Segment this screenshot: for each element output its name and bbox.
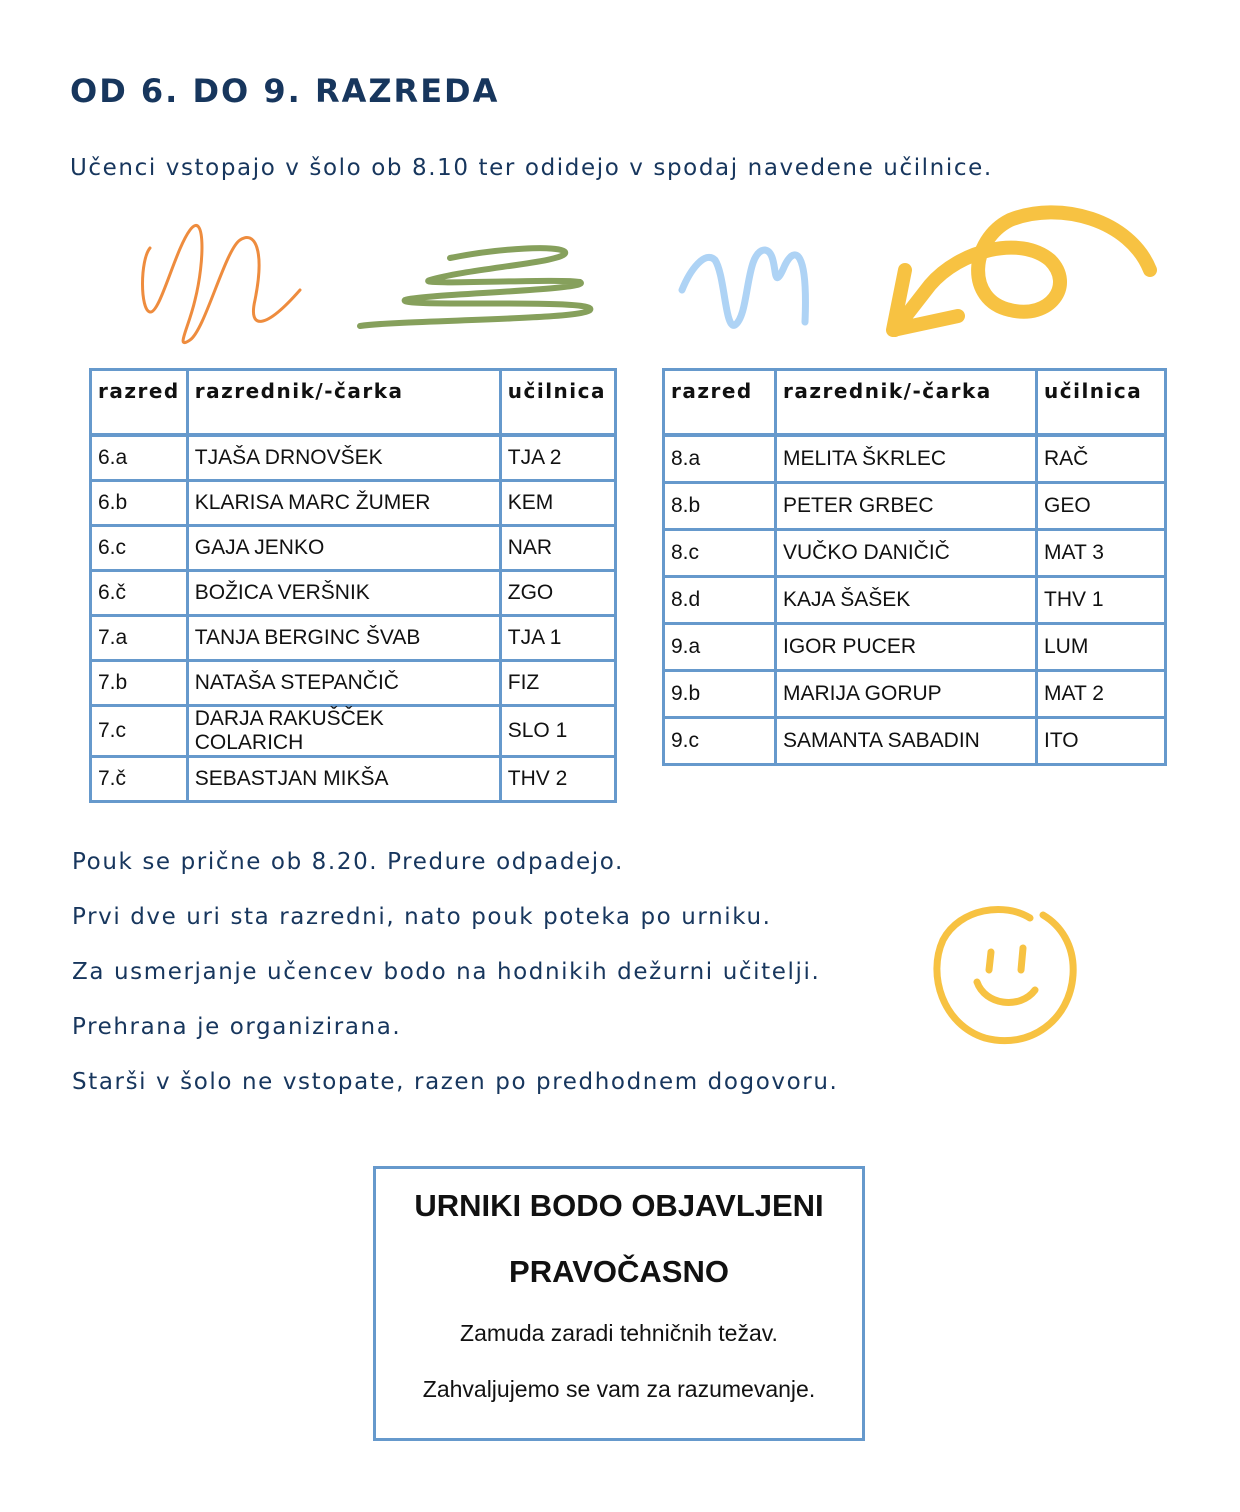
cell-class: 9.b <box>664 671 776 718</box>
note-item: Starši v šolo ne vstopate, razen po predhodnem dogovoru. <box>72 1069 839 1095</box>
cell-teacher: IGOR PUCER <box>776 624 1037 671</box>
cell-class: 6.c <box>91 526 188 571</box>
note-item: Pouk se prične ob 8.20. Predure odpadejo. <box>72 849 624 875</box>
cell-teacher: VUČKO DANIČIČ <box>776 530 1037 577</box>
table-row <box>91 616 616 661</box>
cell-class: 8.c <box>664 530 776 577</box>
notice-line-thanks: Zahvaljujemo se vam za razumevanje. <box>422 1376 816 1402</box>
notes-list <box>72 845 838 1120</box>
intro-text: Učenci vstopajo v šolo ob 8.10 ter odidejo v spodaj navedene učilnice. <box>70 155 993 181</box>
cell-room: TJA 1 <box>500 616 615 661</box>
cell-class: 6.a <box>91 435 188 481</box>
green-scribble-doodle <box>360 248 590 326</box>
cell-class: 6.č <box>91 571 188 616</box>
table-row <box>664 671 1166 718</box>
header-room: učilnica <box>500 370 615 436</box>
cell-room: GEO <box>1037 483 1166 530</box>
cell-class: 9.c <box>664 718 776 765</box>
cell-class: 7.b <box>91 661 188 706</box>
blue-wave-doodle <box>682 250 805 325</box>
table-row <box>91 757 616 802</box>
header-room: učilnica <box>1037 370 1166 436</box>
notice-title: URNIKI BODO OBJAVLJENI PRAVOČASNO <box>414 1188 824 1289</box>
cell-teacher: TJAŠA DRNOVŠEK <box>187 435 500 481</box>
cell-teacher: KAJA ŠAŠEK <box>776 577 1037 624</box>
classes-table-left <box>89 368 617 803</box>
table-row <box>664 483 1166 530</box>
cell-room: FIZ <box>500 661 615 706</box>
note-item: Za usmerjanje učencev bodo na hodnikih dežurni učitelji. <box>72 959 821 985</box>
cell-teacher: BOŽICA VERŠNIK <box>187 571 500 616</box>
cell-room: ITO <box>1037 718 1166 765</box>
cell-room: KEM <box>500 481 615 526</box>
cell-room: SLO 1 <box>500 706 615 757</box>
header-teacher: razrednik/-čarka <box>187 370 500 436</box>
cell-teacher: NATAŠA STEPANČIČ <box>187 661 500 706</box>
cell-room: RAČ <box>1037 435 1166 483</box>
table-row <box>91 435 616 481</box>
note-item: Prehrana je organizirana. <box>72 1014 402 1040</box>
cell-class: 9.a <box>664 624 776 671</box>
table-row <box>91 526 616 571</box>
notice-line-delay: Zamuda zaradi tehničnih težav. <box>460 1320 778 1346</box>
table-row <box>664 435 1166 483</box>
cell-class: 7.č <box>91 757 188 802</box>
note-item: Prvi dve uri sta razredni, nato pouk poteka po urniku. <box>72 904 772 930</box>
cell-teacher: TANJA BERGINC ŠVAB <box>187 616 500 661</box>
cell-teacher: PETER GRBEC <box>776 483 1037 530</box>
table-header-row <box>91 370 616 436</box>
smiley-face-icon <box>925 900 1080 1050</box>
orange-squiggle-doodle <box>143 225 301 342</box>
table-row <box>91 706 616 757</box>
cell-teacher: MELITA ŠKRLEC <box>776 435 1037 483</box>
header-class: razred <box>91 370 188 436</box>
cell-room: MAT 2 <box>1037 671 1166 718</box>
cell-class: 7.a <box>91 616 188 661</box>
table-row <box>91 571 616 616</box>
header-class: razred <box>664 370 776 436</box>
cell-class: 7.c <box>91 706 188 757</box>
cell-room: TJA 2 <box>500 435 615 481</box>
cell-class: 8.a <box>664 435 776 483</box>
header-teacher: razrednik/-čarka <box>776 370 1037 436</box>
cell-teacher: SAMANTA SABADIN <box>776 718 1037 765</box>
notice-box <box>373 1166 865 1441</box>
cell-teacher: MARIJA GORUP <box>776 671 1037 718</box>
cell-room: THV 2 <box>500 757 615 802</box>
yellow-arrow-doodle <box>893 212 1150 330</box>
cell-room: LUM <box>1037 624 1166 671</box>
table-row <box>664 577 1166 624</box>
cell-teacher: GAJA JENKO <box>187 526 500 571</box>
decorative-doodles <box>0 190 1240 350</box>
table-row <box>664 718 1166 765</box>
cell-teacher: SEBASTJAN MIKŠA <box>187 757 500 802</box>
table-row <box>91 661 616 706</box>
cell-class: 8.b <box>664 483 776 530</box>
cell-room: THV 1 <box>1037 577 1166 624</box>
cell-teacher: DARJA RAKUŠČEK COLARICH <box>187 706 500 757</box>
cell-teacher: KLARISA MARC ŽUMER <box>187 481 500 526</box>
cell-room: MAT 3 <box>1037 530 1166 577</box>
page-heading: OD 6. DO 9. RAZREDA <box>70 72 500 110</box>
classes-table-right <box>662 368 1167 766</box>
cell-room: NAR <box>500 526 615 571</box>
cell-class: 8.d <box>664 577 776 624</box>
table-row <box>664 530 1166 577</box>
table-row <box>91 481 616 526</box>
cell-class: 6.b <box>91 481 188 526</box>
table-row <box>664 624 1166 671</box>
table-header-row <box>664 370 1166 436</box>
cell-room: ZGO <box>500 571 615 616</box>
